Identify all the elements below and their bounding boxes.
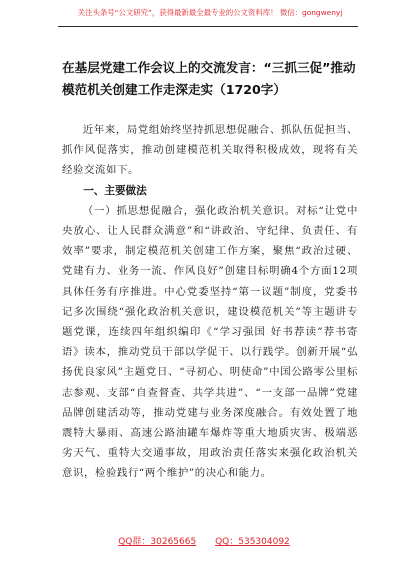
header-divider xyxy=(58,26,358,27)
intro-paragraph: 近年来，局党组始终坚持抓思想促融合、抓队伍促担当、抓作风促落实，推动创建模范机关取得积极成效，现将有关经验交流如下。 xyxy=(62,124,358,177)
header-banner: 关注头条号“公文研究”，获得最新最全最专业的公文资料库！ 微信：gongwenyj xyxy=(77,8,343,17)
footer-contact xyxy=(0,536,408,548)
footer-qq: QQ：535304092 xyxy=(215,537,290,547)
document-body xyxy=(62,120,358,484)
section-paragraph-ideology: （一）抓思想促融合，强化政治机关意识。对标“让党中央放心、让人民群众满意”和“讲政治、守纪律、负责任、有效率”要求，制定模范机关创建工作方案，聚焦“政治过硬、党建有力、业务一流、作风良好”创建目标明确4个方面12项具体任务有序推进。中心党委坚持“第一议题”制度，党委书记多次围绕“强化政治机关意识，建设模范机关”等主题讲专题党课，连续四年组织编印《“学习强国 好书荐读”荐书寄语》读本，推动党员干部以学促干、以行践学。创新开展“弘扬优良家风”主题党日、“寻初心、明使命”中国公路零公里标志参观、支部“自查督查、共学共进”、“一支部一品牌”党建品牌创建活动等，推动党建与业务深度融合。有效处置了地震特大暴雨、高速公路油罐车爆炸等重大地质灾害、极端恶劣天气、重特大交通事故，用政治责任落实来强化政治机关意识，检验践行“两个维护”的决心和能力。 xyxy=(62,204,358,480)
document-title: 在基层党建工作会议上的交流发言：“三抓三促”推动模范机关创建工作走深走实（1720字） xyxy=(62,60,356,97)
footer-qq-group: QQ群：30265665 xyxy=(118,537,197,547)
section-heading-main-practices: 一、主要做法 xyxy=(83,184,147,197)
